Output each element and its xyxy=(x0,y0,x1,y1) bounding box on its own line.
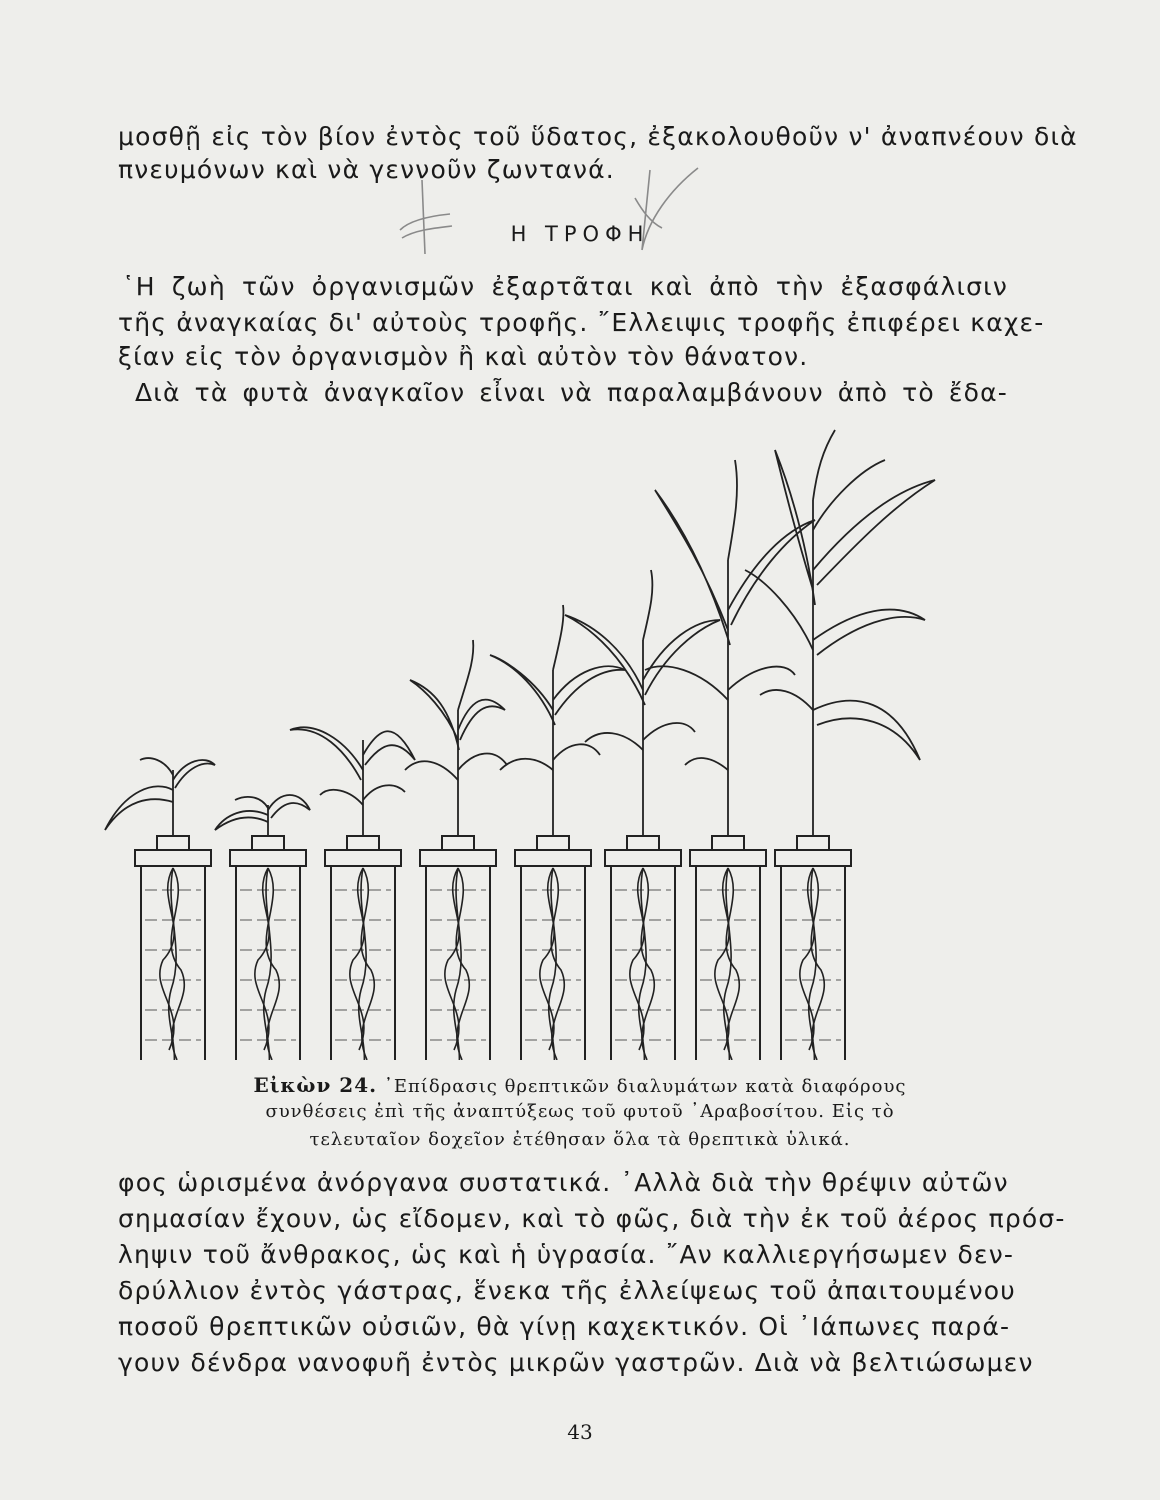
text-line: ξίαν εἰς τὸν ὀργανισμὸν ἢ καὶ αὐτὸν τὸν θάνατον. xyxy=(118,342,809,371)
text-line: Διὰ τὰ φυτὰ ἀναγκαῖον εἶναι νὰ παραλαμβάνουν ἀπὸ τὸ ἔδα- xyxy=(135,378,1008,407)
text-line: πνευμόνων καὶ νὰ γεννοῦν ζωντανά. xyxy=(118,155,615,184)
test-tube-2 xyxy=(230,836,306,1060)
test-tube-4 xyxy=(420,836,496,1060)
figure-caption-line: τελευταῖον δοχεῖον ἐτέθησαν ὅλα τὰ θρεπτικὰ ὑλικά. xyxy=(309,1129,851,1150)
figure-caption-line: συνθέσεις ἐπὶ τῆς ἀναπτύξεως τοῦ φυτοῦ ᾿Αραβοσίτου. Εἰς τὸ xyxy=(265,1101,895,1122)
test-tube-8 xyxy=(775,836,851,1060)
test-tube-5 xyxy=(515,836,591,1060)
text-line: μοσθῇ εἰς τὸν βίον ἐντὸς τοῦ ὕδατος, ἐξακολουθοῦν ν' ἀναπνέουν διὰ xyxy=(118,122,1078,151)
text-line: δρύλλιον ἐντὸς γάστρας, ἕνεκα τῆς ἐλλείψεως τοῦ ἀπαιτουμένου xyxy=(118,1276,1016,1305)
figure-label: Εἰκὼν 24. xyxy=(253,1073,378,1097)
text-line: ληψιν τοῦ ἄνθρακος, ὡς καὶ ἡ ὑγρασία. ῎Αν καλλιεργήσωμεν δεν- xyxy=(118,1240,1015,1269)
test-tube-7 xyxy=(690,836,766,1060)
caption-text: ᾿Επίδρασις θρεπτικῶν διαλυμάτων κατὰ διαφόρους xyxy=(383,1076,907,1097)
test-tube-1 xyxy=(135,836,211,1060)
section-heading: Η ΤΡΟΦΗ xyxy=(510,222,650,246)
text-line: γουν δένδρα νανοφυῆ ἐντὸς μικρῶν γαστρῶν. Διὰ νὰ βελτιώσωμεν xyxy=(118,1348,1034,1377)
text-line: ῾Η ζωὴ τῶν ὀργανισμῶν ἐξαρτᾶται καὶ ἀπὸ τὴν ἐξασφάλισιν xyxy=(122,272,1008,301)
maize-plants-illustration xyxy=(95,410,1015,1060)
test-tube-6 xyxy=(605,836,681,1060)
page-number: 43 xyxy=(567,1420,593,1444)
text-line: σημασίαν ἔχουν, ὡς εἴδομεν, καὶ τὸ φῶς, διὰ τὴν ἐκ τοῦ ἀέρος πρόσ- xyxy=(118,1204,1066,1233)
text-line: φος ὡρισμένα ἀνόργανα συστατικά. ᾿Αλλὰ διὰ τὴν θρέψιν αὐτῶν xyxy=(118,1168,1009,1197)
test-tube-3 xyxy=(325,836,401,1060)
text-line: τῆς ἀναγκαίας δι' αὐτοὺς τροφῆς. ῎Ελλειψις τροφῆς ἐπιφέρει καχε- xyxy=(118,308,1045,337)
figure-caption-line xyxy=(130,1073,1030,1097)
text-line: ποσοῦ θρεπτικῶν οὐσιῶν, θὰ γίνῃ καχεκτικόν. Οἱ ᾿Ιάπωνες παρά- xyxy=(118,1312,1011,1341)
